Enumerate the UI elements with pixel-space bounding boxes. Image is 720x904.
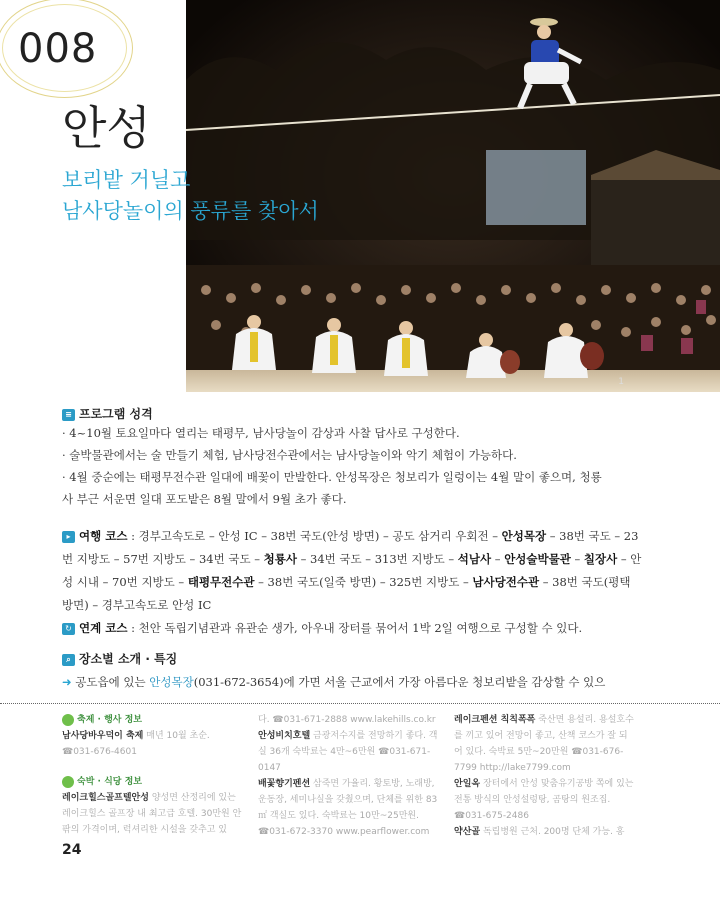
- restaurant-entry: [454, 776, 634, 824]
- link-course-paragraph: [62, 617, 642, 640]
- course-route-text: – 38번 국도 – 23번 지방도 – 57번 지방도 – 34번 국도 –: [62, 529, 639, 566]
- chapter-number: 008: [18, 26, 98, 72]
- festival-heading: 축제 · 행사 정보: [77, 715, 142, 725]
- course-stop: 남사당전수관: [472, 575, 540, 589]
- lodging-name: 레이크펜션 칙칙폭폭: [454, 715, 536, 725]
- program-line: 사 부근 서운면 일대 포도밭은 8월 말에서 9월 초가 좋다.: [62, 492, 347, 506]
- course-stop: 석남사: [457, 552, 492, 566]
- stay-icon: [62, 776, 74, 788]
- arrow-icon: ➜: [62, 675, 72, 689]
- chapter-badge: [10, 10, 105, 70]
- festival-desc: 매년 10월 초순.: [143, 731, 210, 741]
- lodging-entry: [258, 776, 438, 840]
- festival-name: 남사당바우덕이 축제: [62, 731, 144, 741]
- program-line: · 4~10월 토요일마다 열리는 태평무, 남사당놀이 감상과 사찰 답사로 구성한다.: [62, 426, 460, 440]
- course-route-text: – 38번 국도(일죽 방면) – 325번 지방도 –: [254, 575, 473, 589]
- subtitle-line-2: 남사당놀이의 풍류를 찾아서: [62, 199, 319, 223]
- book-icon: ≡: [62, 409, 75, 421]
- restaurant-name: 약산골: [454, 827, 481, 837]
- page-number: 24: [62, 842, 82, 858]
- stay-desc: 양성면 산정리에 있는 레이크힐스 골프장 내 최고급 호텔. 30만원 안팎의 가격이며, 럭셔리한 시설을 갖추고 있: [62, 793, 242, 835]
- restaurant-name: 안일옥: [454, 779, 481, 789]
- course-route-text: –: [491, 552, 505, 566]
- lodging-entry: [454, 712, 634, 776]
- info-column-3: [454, 712, 634, 840]
- program-section: [62, 405, 642, 510]
- course-stop: 칠장사: [583, 552, 618, 566]
- lodging-desc: 금광저수지를 전망하기 좋다. 객실 36개 숙박료는 4만~6만원 ☎031-671-0147: [258, 731, 438, 773]
- course-route-text: – 34번 국도 – 313번 지방도 –: [296, 552, 458, 566]
- program-line: · 4월 중순에는 태평무전수관 일대에 배꽃이 만발한다. 안성목장은 청보리가 일렁이는 4월 말이 좋으며, 청룡: [62, 470, 602, 484]
- program-line: · 술박물관에서는 술 만들기 체험, 남사당전수관에서는 남사당놀이와 악기 체험이 가능하다.: [62, 448, 517, 462]
- program-heading: 프로그램 성격: [79, 407, 153, 421]
- page-title: 안성: [62, 101, 151, 155]
- course-section: [62, 525, 642, 640]
- info-text: 다. ☎031-671-2888 www.lakehills.co.kr: [258, 715, 436, 725]
- link-icon: ↻: [62, 623, 75, 635]
- lodging-desc: 죽산면 용설리. 용설호수를 끼고 있어 전망이 좋고, 산책 코스가 잘 되어 있다. 숙박료 5만~20만원 ☎031-676-7799 http://lake7799.com: [454, 715, 634, 773]
- festival-icon: [62, 714, 74, 726]
- divider: [0, 703, 720, 704]
- course-stop: 태평무전수관: [187, 575, 255, 589]
- places-section: [62, 650, 642, 693]
- stay-heading: 숙박 · 식당 정보: [77, 777, 142, 787]
- lodging-desc: 삼죽면 가율리. 황토방, 노래방, 운동장, 세미나실을 갖췄으며, 단체를 위한 83㎡ 객실도 있다. 숙박료는 10만~25만원. ☎031-672-3370 www.pearflower.com: [258, 779, 438, 837]
- restaurant-entry: [454, 824, 634, 840]
- course-stop: 청룡사: [263, 552, 297, 566]
- stay-name: 레이크힐스골프텔안성: [62, 793, 149, 803]
- course-route-text: – 안성 시내 – 70번 지방도 –: [62, 552, 642, 589]
- course-route-text: : 경부고속도로 – 안성 IC – 38번 국도(안성 방면) – 공도 삼거리 우회전 –: [127, 529, 502, 543]
- photo-label: 1: [618, 377, 624, 387]
- places-heading: 장소별 소개 · 특징: [79, 652, 178, 666]
- course-stop: 안성목장: [501, 529, 547, 543]
- link-course-text: : 천안 독립기념관과 유관순 생가, 아우내 장터를 묶어서 1박 2일 여행으로 구성할 수 있다.: [127, 621, 583, 635]
- info-column-1: [62, 712, 242, 838]
- restaurant-desc: 독립병원 근처. 200명 단체 가능. 홍: [480, 827, 625, 837]
- course-route-text: –: [570, 552, 584, 566]
- lodging-name: 안성비치호텔: [258, 731, 311, 741]
- program-heading-row: [62, 405, 642, 422]
- stay-heading-row: [62, 774, 242, 790]
- places-highlight: 안성목장: [149, 675, 194, 689]
- link-course-heading: 연계 코스: [79, 621, 128, 635]
- info-column-2: [258, 712, 438, 840]
- course-paragraph: [62, 525, 642, 617]
- places-text-start: 공도읍에 있는: [75, 675, 150, 689]
- course-route: [62, 529, 641, 612]
- places-text-end: (031-672-3654)에 가면 서울 근교에서 가장 아름다운 청보리밭을 감상할 수 있으: [193, 675, 606, 689]
- restaurant-desc: 장터에서 안성 맞춤유기공방 쪽에 있는 전통 방식의 안성설렁탕, 곰탕의 원조집. ☎031-675-2486: [454, 779, 634, 821]
- subtitle-line-1: 보리밭 거닐고: [62, 168, 191, 192]
- festival-phone: ☎031-676-4601: [62, 747, 137, 757]
- course-route-text: – 38번 국도(평택 방면) – 경부고속도로 안성 IC: [62, 575, 631, 612]
- course-stop: 안성술박물관: [504, 552, 571, 566]
- festival-heading-row: [62, 712, 242, 728]
- places-heading-row: [62, 650, 642, 667]
- page-subtitle: [62, 165, 319, 227]
- lodging-name: 배꽃향기펜션: [258, 779, 311, 789]
- magnifier-icon: ⌕: [62, 654, 75, 666]
- stay-entry: [62, 790, 242, 838]
- course-heading: 여행 코스: [79, 529, 128, 543]
- lodging-entry: [258, 728, 438, 776]
- places-line: [62, 671, 642, 693]
- car-icon: ▸: [62, 531, 75, 543]
- festival-entry: [62, 728, 242, 744]
